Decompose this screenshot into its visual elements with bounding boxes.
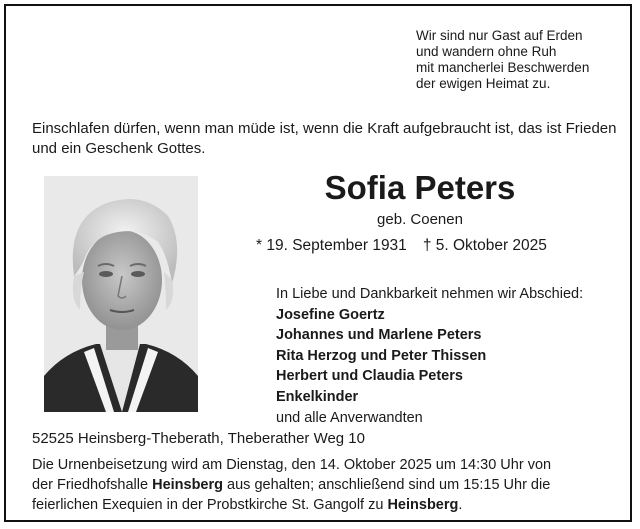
funeral-text: aus gehalten; anschließend sind um 15:15 Uhr die [223, 477, 551, 493]
poem-line: Wir sind nur Gast auf Erden [416, 28, 583, 43]
poem [416, 28, 589, 92]
place-name: Heinsberg [152, 477, 224, 493]
address: 52525 Heinsberg-Theberath, Theberather Weg 10 [32, 430, 365, 447]
poem-line: mit mancherlei Beschwerden [416, 60, 590, 75]
mourners [276, 284, 583, 428]
deceased-name: Sofia Peters [324, 169, 516, 206]
funeral-line [32, 495, 630, 515]
funeral-text: Die Urnenbeisetzung wird am Dienstag, den 14. Oktober 2025 um 14:30 Uhr von [32, 457, 552, 473]
portrait-photo [44, 176, 198, 412]
poem-line: und wandern ohne Ruh [416, 44, 557, 59]
portrait-image [44, 176, 198, 412]
funeral-text: der Friedhofshalle [32, 477, 153, 493]
place-name: Heinsberg [387, 497, 459, 513]
mourner-name: Josefine Goertz [276, 306, 385, 323]
quote: Einschlafen dürfen, wenn man müde ist, wenn die Kraft aufgebraucht ist, das ist Frieden und ein Geschenk Gottes. [32, 120, 617, 157]
birth-date: * 19. September 1931 [256, 237, 407, 254]
death-date: † 5. Oktober 2025 [422, 237, 547, 254]
funeral-details [32, 455, 630, 515]
mourner-name: Herbert und Claudia Peters [276, 368, 463, 385]
funeral-text: feierlichen Exequien in der Probstkirche St. Gangolf zu [32, 497, 388, 513]
funeral-line [32, 455, 630, 475]
poem-line: der ewigen Heimat zu. [416, 76, 551, 91]
mourners-intro: In Liebe und Dankbarkeit nehmen wir Abschied: [276, 286, 584, 302]
birth-name: geb. Coenen [377, 211, 463, 228]
mourner-name: Rita Herzog und Peter Thissen [276, 347, 487, 364]
funeral-line [32, 475, 630, 495]
funeral-text: . [458, 497, 463, 513]
mourner-name: Enkelkinder [276, 388, 359, 405]
life-dates [256, 236, 547, 256]
mourner-name: Johannes und Marlene Peters [276, 327, 482, 344]
mourners-closing: und alle Anverwandten [276, 409, 423, 426]
